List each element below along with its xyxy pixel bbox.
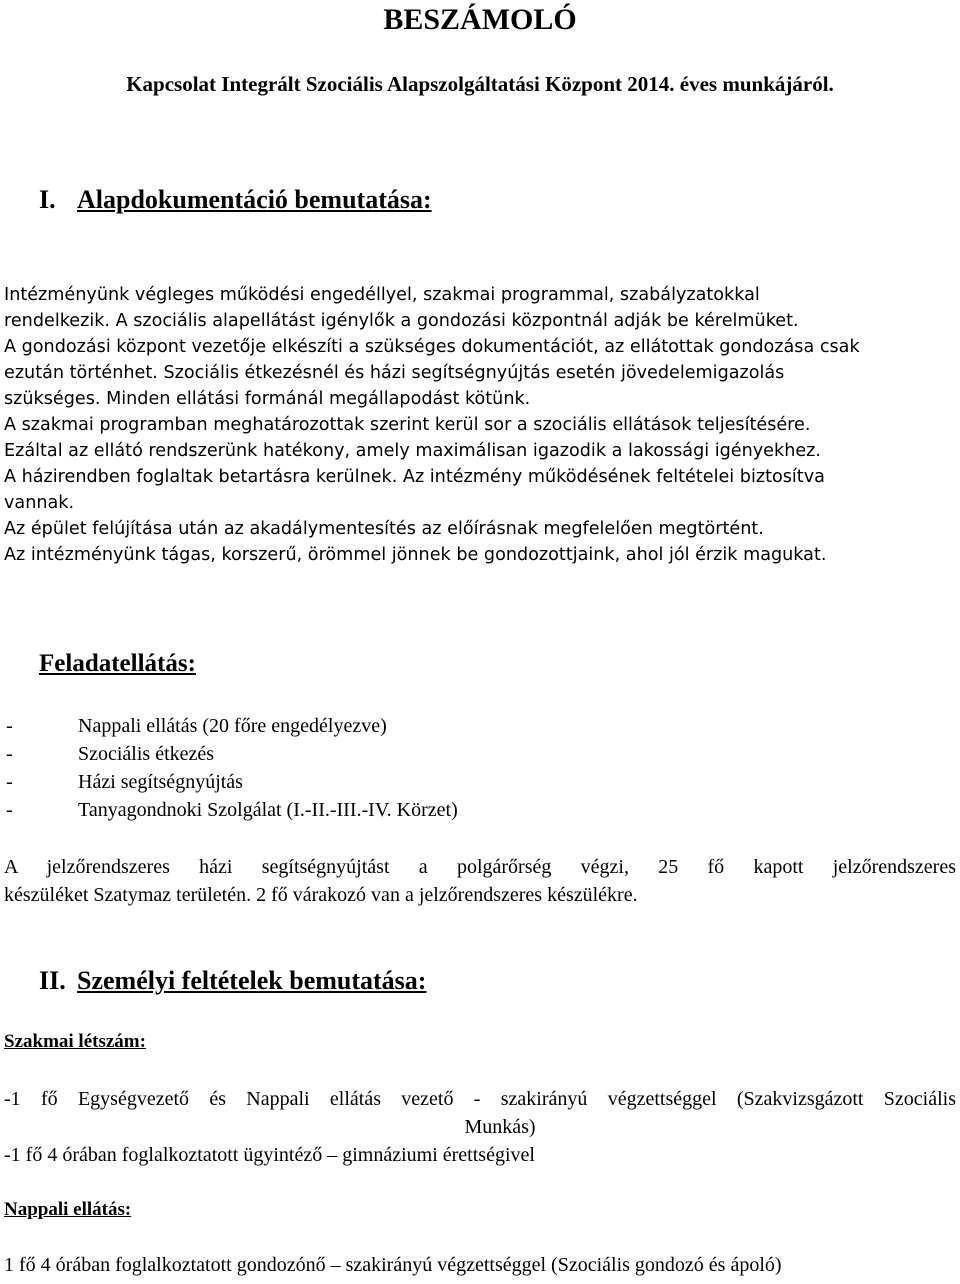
list-item-text: Szociális étkezés: [78, 743, 215, 765]
feladatellatas-heading: Feladatellátás:: [39, 650, 196, 677]
list-item: [4, 768, 458, 796]
section-title: Alapdokumentáció bemutatása:: [77, 185, 432, 214]
paragraph-line: A szakmai programban meghatározottak szerint kerül sor a szociális ellátások teljesítésére.: [4, 415, 811, 435]
list-bullet: -: [6, 771, 13, 793]
list-item: [4, 712, 458, 740]
paragraph-line: Intézményünk végleges működési engedéllyel, szakmai programmal, szabályzatokkal: [4, 285, 760, 305]
section-heading-alapdokumentacio: [39, 184, 432, 216]
list-item-text: Tanyagondnoki Szolgálat (I.-II.-III.-IV. Körzet): [78, 799, 458, 821]
list-item: [4, 796, 458, 824]
paragraph-line: készüléket Szatymaz területén. 2 fő várakozó van a jelzőrendszeres készülékre.: [4, 884, 638, 906]
paragraph-line: A gondozási központ vezetője elkészíti a szükséges dokumentációt, az ellátottak gondozása csak: [4, 337, 860, 357]
paragraph-line: A házirendben foglaltak betartásra kerülnek. Az intézmény működésének feltételei biztosítva: [4, 467, 825, 487]
paragraph-line: Az épület felújítása után az akadálymentesítés az előírásnak megfelelően megtörtént.: [4, 519, 764, 539]
jelzorendszer-paragraph: [4, 853, 956, 909]
nappali-ellatas-heading: Nappali ellátás:: [4, 1199, 132, 1220]
section-title: Személyi feltételek bemutatása:: [77, 966, 427, 995]
document-subtitle: Kapcsolat Integrált Szociális Alapszolgáltatási Központ 2014. éves munkájáról.: [126, 72, 834, 96]
list-item-text: Nappali ellátás (20 főre engedélyezve): [78, 715, 387, 737]
section-number: I.: [39, 185, 56, 214]
staff-entry-egysegvezeto: [4, 1085, 956, 1141]
paragraph-line: vannak.: [4, 493, 75, 513]
paragraph-line: A jelzőrendszeres házi segítségnyújtást a polgárőrség végzi, 25 fő kapott jelzőrendszeres: [4, 856, 956, 878]
staff-entry-gondozono: 1 fő 4 órában foglalkoztatott gondozónő – szakirányú végzettséggel (Szociális gondozó és ápoló): [4, 1254, 782, 1276]
paragraph-line: Az intézményünk tágas, korszerű, örömmel jönnek be gondozottjaink, ahol jól érzik magukat.: [4, 545, 827, 565]
list-bullet: -: [6, 743, 13, 765]
intro-paragraph: [4, 282, 934, 568]
list-item: [4, 740, 458, 768]
section-number: II.: [39, 966, 66, 995]
document-title: BESZÁMOLÓ: [383, 3, 577, 36]
list-bullet: -: [6, 715, 13, 737]
szakmai-letszam-heading: Szakmai létszám:: [4, 1031, 146, 1052]
staff-entry-ugyintezo: -1 fő 4 órában foglalkoztatott ügyintéző – gimnáziumi érettségivel: [4, 1144, 535, 1166]
task-list: [4, 712, 458, 824]
list-item-text: Házi segítségnyújtás: [78, 771, 243, 793]
paragraph-line: Ezáltal az ellátó rendszerünk hatékony, amely maximálisan igazodik a lakossági igényekhez.: [4, 441, 821, 461]
paragraph-line: ezután történhet. Szociális étkezésnél és házi segítségnyújtás esetén jövedelemigazolás: [4, 363, 785, 383]
paragraph-line: rendelkezik. A szociális alapellátást igénylők a gondozási központnál adják be kérelmüket.: [4, 311, 799, 331]
paragraph-line: szükséges. Minden ellátási formánál megállapodást kötünk.: [4, 389, 531, 409]
paragraph-line: -1 fő Egységvezető és Nappali ellátás vezető - szakirányú végzettséggel (Szakvizsgázott Szociális: [4, 1088, 956, 1110]
section-heading-szemelyi-feltetelek: [39, 965, 426, 997]
paragraph-line: Munkás): [464, 1116, 536, 1138]
list-bullet: -: [6, 799, 13, 821]
